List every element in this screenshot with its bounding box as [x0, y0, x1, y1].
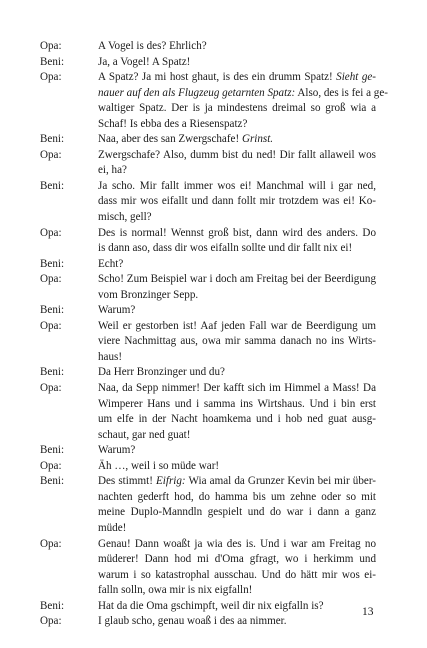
spoken-text: Des is normal! Wennst groß bist, dann wird des anders. Do: [98, 226, 376, 239]
spoken-text: Schaf! Is ebba des a Riesenspatz?: [98, 117, 248, 130]
speaker-label: Beni:: [40, 366, 65, 379]
dialogue-line: [40, 101, 376, 117]
dialogue-line: [40, 117, 376, 133]
dialogue-text: [98, 257, 376, 273]
dialogue-text: [98, 428, 376, 444]
dialogue-text: [98, 521, 376, 537]
dialogue-text: [98, 568, 376, 584]
dialogue-text: [98, 505, 376, 521]
dialogue-line: [40, 194, 376, 210]
spoken-text: nachten gederft hod, do hamma bis um zehne oder so mit: [98, 490, 376, 503]
speaker-label: Beni:: [40, 444, 65, 457]
dialogue-text: [98, 365, 376, 381]
dialogue-line: [40, 614, 376, 630]
spoken-text: falln solln, owa mir is nix eigfalln!: [98, 584, 253, 597]
dialogue-text: [98, 614, 376, 630]
page-number: 13: [362, 606, 374, 618]
speaker-label: Opa:: [40, 148, 62, 161]
dialogue-text: [98, 334, 376, 350]
spoken-text: A Spatz? Ja mi host ghaut, is des ein drumm Spatz!: [98, 71, 337, 84]
stage-direction: nauer auf den als Flugzeug getarnten Spatz:: [98, 86, 296, 99]
spoken-text: Äh …, weil i so müde war!: [98, 459, 220, 472]
dialogue-line: [40, 568, 376, 584]
dialogue-text: [98, 552, 376, 568]
speaker-label: Beni:: [40, 257, 65, 270]
spoken-text: misch, gell?: [98, 211, 152, 224]
spoken-text: Warum?: [98, 444, 136, 457]
speaker-label: Opa:: [40, 537, 62, 550]
dialogue-text: [98, 443, 376, 459]
spoken-text: Also, des is fei a ge-: [295, 86, 388, 99]
dialogue-text: [98, 303, 376, 319]
dialogue-line: [40, 443, 376, 459]
dialogue-line: [40, 55, 376, 71]
spoken-text: Wia amal da Grunzer Kevin bei mir über-: [185, 475, 376, 488]
dialogue-text: [98, 39, 376, 55]
dialogue-line: [40, 303, 376, 319]
dialogue-text: [98, 132, 376, 148]
dialogue-line: [40, 334, 376, 350]
dialogue-line: [40, 428, 376, 444]
spoken-text: um elfe in der Nacht hoamkema und i hob ned guat ausg-: [98, 413, 376, 426]
dialogue-line: [40, 583, 376, 599]
speaker-label: Opa:: [40, 382, 62, 395]
dialogue-text: [98, 226, 376, 242]
spoken-text: viere Nachmittag aus, owa mir samma danach no ins Wirts-: [98, 335, 376, 348]
dialogue-line: [40, 381, 376, 397]
dialogue-text: [98, 397, 376, 413]
spoken-text: Naa, da Sepp nimmer! Der kafft sich im Himmel a Mass! Da: [98, 382, 376, 395]
speaker-label: Opa:: [40, 459, 62, 472]
dialogue-line: [40, 241, 376, 257]
dialogue-line: [40, 179, 376, 195]
dialogue-line: [40, 521, 376, 537]
dialogue-text: [98, 288, 376, 304]
dialogue-line: [40, 86, 388, 102]
spoken-text: Scho! Zum Beispiel war i doch am Freitag bei der Beerdigung: [98, 273, 376, 286]
dialogue-line: [40, 210, 376, 226]
speaker-label: Beni:: [40, 475, 65, 488]
spoken-text: waltiger Spatz. Der is ja mindestens dreimal so groß wia a: [98, 102, 376, 115]
speaker-label: Beni:: [40, 304, 65, 317]
dialogue-text: [98, 381, 376, 397]
dialogue-line: [40, 490, 376, 506]
speaker-label: Opa:: [40, 40, 62, 52]
speaker-label: Opa:: [40, 319, 62, 332]
speaker-label: Beni:: [40, 179, 65, 192]
spoken-text: Warum?: [98, 304, 136, 317]
spoken-text: Hat da die Oma gschimpft, weil dir nix eigfalln is?: [98, 599, 324, 612]
spoken-text: schaut, gar ned guat!: [98, 428, 191, 441]
dialogue-text: [98, 194, 376, 210]
dialogue-line: [40, 505, 376, 521]
dialogue-line: [40, 163, 376, 179]
dialogue-line: [40, 132, 376, 148]
dialogue-text: [98, 490, 376, 506]
dialogue-text: [98, 86, 388, 102]
speaker-label: Beni:: [40, 599, 65, 612]
speaker-label: Beni:: [40, 133, 65, 146]
spoken-text: Ja, a Vogel! A Spatz!: [98, 55, 191, 68]
dialogue-line: [40, 288, 376, 304]
dialogue-line: [40, 552, 376, 568]
stage-direction: Grinst.: [241, 133, 274, 146]
dialogue-line: [40, 39, 376, 55]
dialogue-text: [98, 459, 376, 475]
dialogue-line: [40, 319, 376, 335]
spoken-text: Ja scho. Mir fallt immer wos ei! Manchmal will i gar ned,: [98, 179, 376, 192]
dialogue-block: [40, 39, 388, 630]
speaker-label: Opa:: [40, 226, 62, 239]
dialogue-line: [40, 350, 376, 366]
spoken-text: müderer! Dann hod mi d'Oma gfragt, wo i herkimm und: [98, 553, 376, 566]
dialogue-text: [98, 241, 376, 257]
spoken-text: Zwergschafe? Also, dumm bist du ned! Dir fallt allaweil wos: [98, 148, 376, 161]
stage-direction: Sieht ge-: [336, 71, 376, 84]
speaker-label: Opa:: [40, 71, 62, 84]
dialogue-line: [40, 257, 376, 273]
spoken-text: Naa, aber des san Zwergschafe!: [98, 133, 242, 146]
dialogue-text: [98, 537, 376, 553]
dialogue-text: [98, 272, 376, 288]
dialogue-line: [40, 70, 376, 86]
dialogue-line: [40, 412, 376, 428]
spoken-text: haus!: [98, 350, 123, 363]
dialogue-line: [40, 272, 376, 288]
dialogue-line: [40, 148, 376, 164]
dialogue-text: [98, 474, 376, 490]
dialogue-line: [40, 537, 376, 553]
dialogue-text: [98, 148, 376, 164]
spoken-text: meine Duplo-Manndln gespielt und do war i dann a ganz: [98, 506, 376, 519]
dialogue-text: [98, 599, 376, 615]
spoken-text: A Vogel is des? Ehrlich?: [98, 40, 207, 52]
stage-direction: Eifrig:: [156, 475, 186, 488]
spoken-text: Weil er gestorben ist! Aaf jeden Fall war de Beerdigung um: [98, 319, 376, 332]
spoken-text: warum i so katastrophal ausschau. Und do hätt mir wos ei-: [98, 568, 376, 581]
dialogue-text: [98, 179, 376, 195]
spoken-text: ei, ha?: [98, 164, 127, 177]
speaker-label: Beni:: [40, 55, 65, 68]
dialogue-text: [98, 70, 376, 86]
spoken-text: Des stimmt!: [98, 475, 157, 488]
dialogue-text: [98, 101, 376, 117]
spoken-text: I glaub scho, genau woaß i des aa nimmer.: [98, 615, 287, 628]
dialogue-text: [98, 412, 376, 428]
dialogue-line: [40, 226, 376, 242]
spoken-text: Da Herr Bronzinger und du?: [98, 366, 225, 379]
dialogue-text: [98, 117, 376, 133]
spoken-text: is dann aso, dass dir wos eifalln sollte und dir fallt nix ei!: [98, 242, 353, 255]
speaker-label: Opa:: [40, 615, 62, 628]
dialogue-line: [40, 459, 376, 475]
spoken-text: Echt?: [98, 257, 124, 270]
spoken-text: müde!: [98, 521, 127, 534]
dialogue-line: [40, 474, 376, 490]
dialogue-text: [98, 583, 376, 599]
dialogue-text: [98, 210, 376, 226]
spoken-text: Wimperer Hans und i samma ins Wirtshaus. Und i bin erst: [98, 397, 376, 410]
dialogue-line: [40, 365, 376, 381]
dialogue-text: [98, 163, 376, 179]
speaker-label: Opa:: [40, 273, 62, 286]
dialogue-text: [98, 319, 376, 335]
dialogue-line: [40, 397, 376, 413]
spoken-text: dass mir wos eifallt und dann follt mir trotzdem was ei! Ko-: [98, 195, 376, 208]
dialogue-text: [98, 350, 376, 366]
dialogue-line: [40, 599, 376, 615]
dialogue-text: [98, 55, 376, 71]
spoken-text: Genau! Dann woaßt ja wia des is. Und i war am Freitag no: [98, 537, 376, 550]
spoken-text: vom Bronzinger Sepp.: [98, 288, 199, 301]
